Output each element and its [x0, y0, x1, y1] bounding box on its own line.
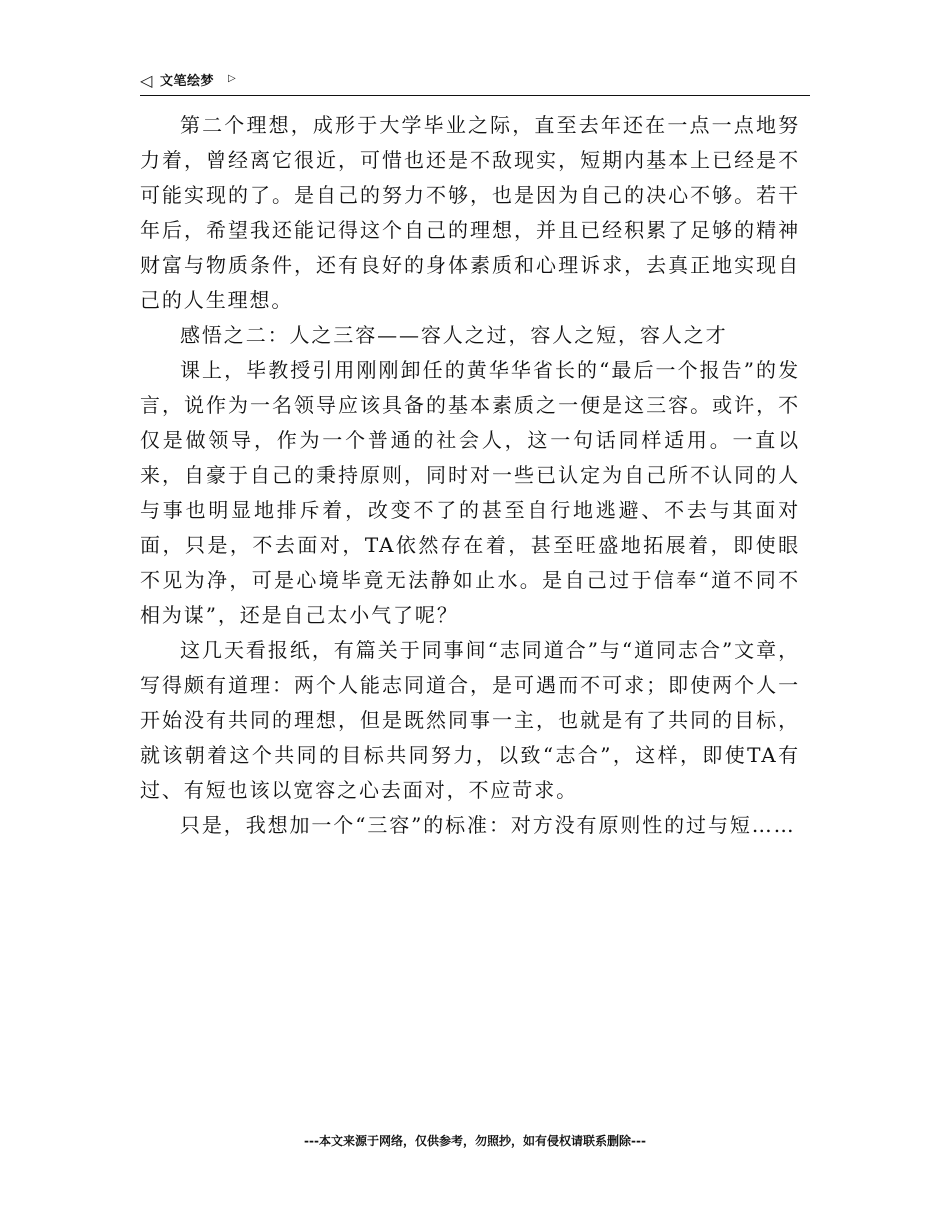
paragraph-2: 感悟之二：人之三容——容人之过，容人之短，容人之才	[180, 323, 728, 347]
document-body	[140, 108, 800, 843]
paragraph-1: 第二个理想，成形于大学毕业之际，直至去年还在一点一点地努力着，曾经离它很近，可惜也还是不敌现实，短期内基本上已经是不可能实现的了。是自己的努力不够，也是因为自己的决心不够。若干年后，希望我还能记得这个自己的理想，并且已经积累了足够的精神财富与物质条件，还有良好的身体素质和心理诉求，去真正地实现自己的人生理想。	[140, 113, 800, 312]
page-footer-disclaimer: ---本文来源于网络，仅供参考，勿照抄，如有侵权请联系删除---	[304, 1134, 646, 1148]
triangle-right-icon: ▷	[228, 73, 236, 84]
paragraph-5: 只是，我想加一个“三容”的标准：对方没有原则性的过与短……	[180, 813, 796, 837]
paragraph-4: 这几天看报纸，有篇关于同事间“志同道合”与“道同志合”文章，写得颇有道理：两个人能志同道合，是可遇而不可求；即使两个人一开始没有共同的理想，但是既然同事一主，也就是有了共同的目标，就该朝着这个共同的目标共同努力，以致“志合”，这样，即使TA有过、有短也该以宽容之心去面对，不应苛求。	[140, 638, 800, 802]
page-header	[140, 70, 810, 96]
paragraph-3: 课上，毕教授引用刚刚卸任的黄华华省长的“最后一个报告”的发言，说作为一名领导应该具备的基本素质之一便是这三容。或许，不仅是做领导，作为一个普通的社会人，这一句话同样适用。一直以来，自豪于自己的秉持原则，同时对一些已认定为自己所不认同的人与事也明显地排斥着，改变不了的甚至自行地逃避、不去与其面对面，只是，不去面对，TA依然存在着，甚至旺盛地拓展着，即使眼不见为净，可是心境毕竟无法静如止水。是自己过于信奉“道不同不相为谋”，还是自己太小气了呢？	[140, 358, 800, 627]
triangle-left-icon: ◁	[140, 71, 153, 90]
header-title: 文笔绘梦	[160, 74, 215, 89]
